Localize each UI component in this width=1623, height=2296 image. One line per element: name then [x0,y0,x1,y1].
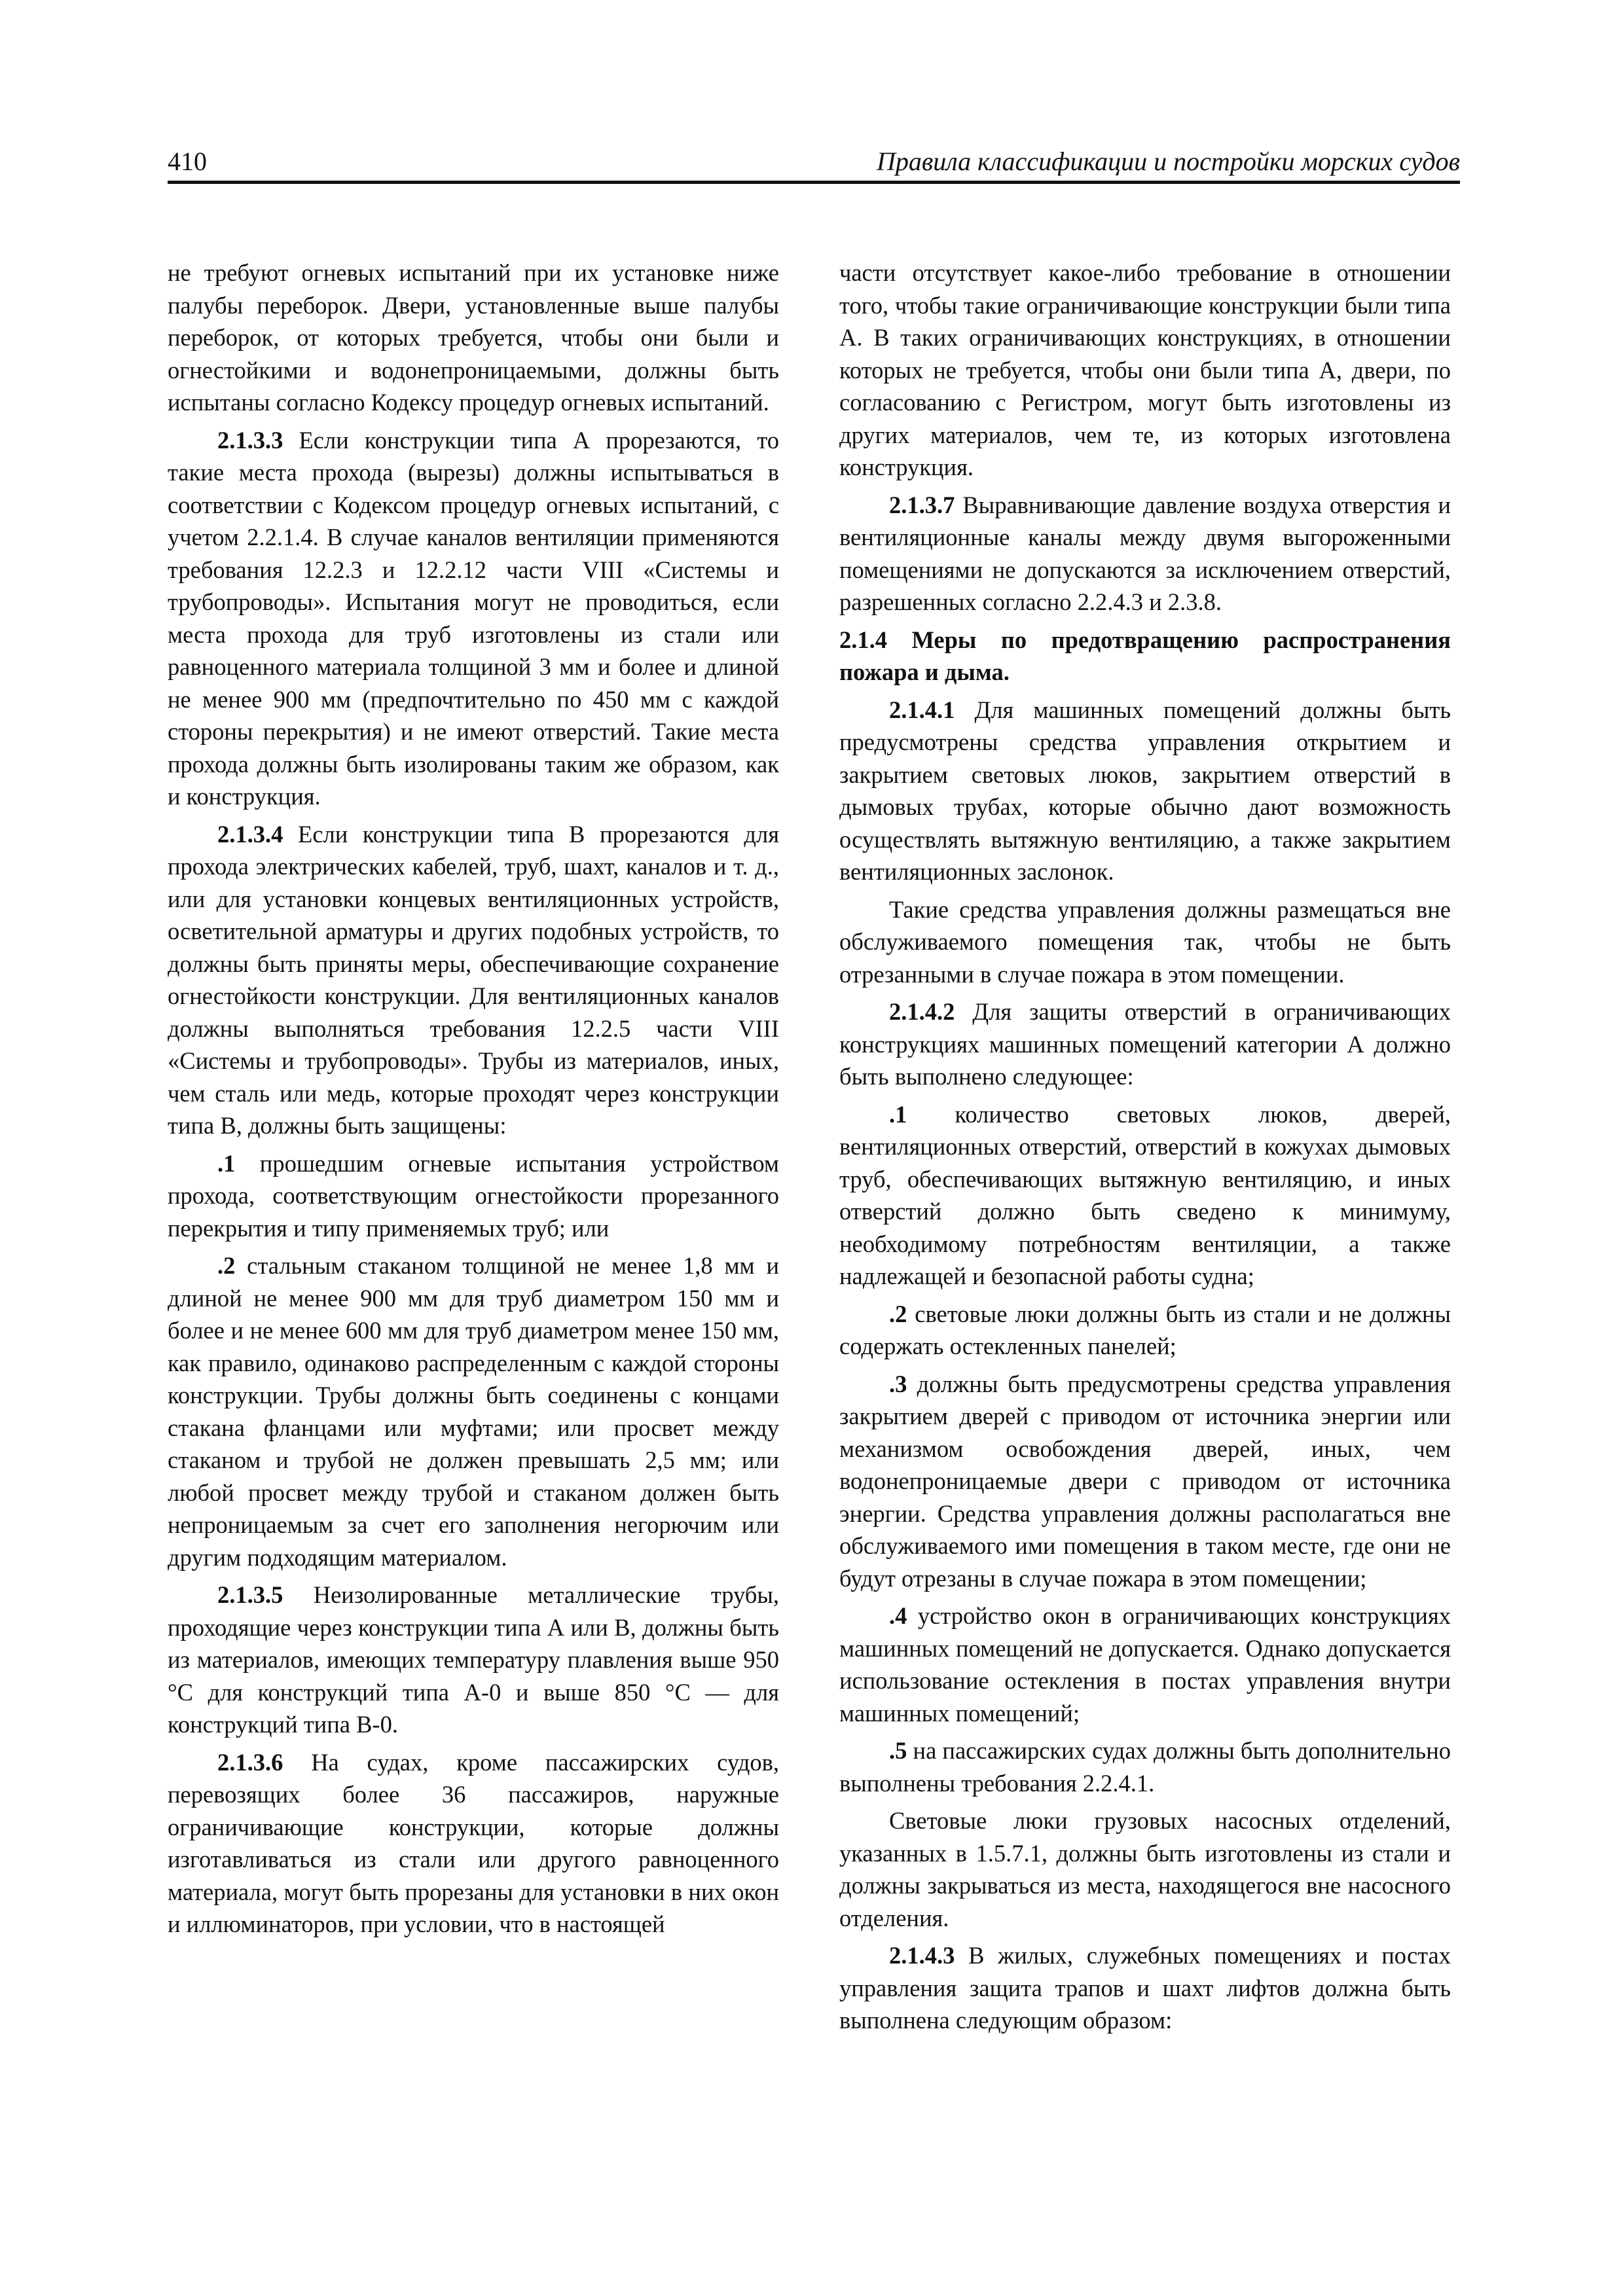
paragraph-text: Выравнивающие давление воздуха отверстия и вентиляционные каналы между двумя выгороженными помещениями не допускаются за исключением отверстий, разрешенных согласно 2.2.4.3 и 2.3.8. [839,491,1451,615]
paragraph-continuation [168,257,779,419]
paragraph-text: Для защиты отверстий в ограничивающих конструкциях машинных помещений категории А должно быть выполнено следующее: [839,998,1451,1090]
right-column [839,257,1451,2042]
section-number: 2.1.4.2 [889,998,955,1025]
paragraph-2-1-4-1 [839,694,1451,888]
list-item-3 [839,1368,1451,1595]
paragraph-text: Если конструкции типа В прорезаются для прохода электрических кабелей, труб, шахт, каналов и т. д., или для установки концевых вентиляционных устройств, осветительной арматуры и других подобных устройств, то должны быть приняты меры, обеспечивающие сохранение огнестойкости конструкции. Для вентиляционных каналов должны выполняться требования 12.2.5 части VIII «Системы и трубопроводы». Трубы из материалов, иных, чем сталь или медь, которые проходят через конструкции типа В, должны быть защищены: [168,820,779,1139]
paragraph-text: Если конструкции типа А прорезаются, то такие места прохода (вырезы) должны испытываться в соответствии с Кодексом процедур огневых испытаний, с учетом 2.2.1.4. В случае каналов вентиляции применяются требования 12.2.3 и 12.2.12 части VIII «Системы и трубопроводы». Испытания могут не проводиться, если места прохода для труб изготовлены из стали или равноценного материала толщиной 3 мм и более и длиной не менее 900 мм (предпочтительно по 450 мм с каждой стороны перекрытия) и не имеют отверстий. Такие места прохода должны быть изолированы таким же образом, как и конструкция. [168,426,779,810]
section-number: 2.1.3.7 [889,491,955,518]
paragraph-text: части отсутствует какое-либо требование в отношении того, чтобы такие ограничивающие конструкции были типа А. В таких ограничивающих конструкциях, в отношении которых не требуется, чтобы они были типа А, двери, по согласованию с Регистром, могут быть изготовлены из других материалов, чем те, из которых изготовлена конструкция. [839,259,1451,480]
list-item-1 [168,1147,779,1245]
section-number: 2.1.3.5 [217,1581,283,1608]
item-number: .1 [217,1149,236,1177]
paragraph-text-block: Световые люки грузовых насосных отделений, указанных в 1.5.7.1, должны быть изготовлены из стали и должны закрываться из места, находящегося вне насосного отделения. [839,1807,1451,1931]
section-number: 2.1.3.4 [217,820,283,848]
paragraph-continuation [839,257,1451,484]
list-item-1 [839,1098,1451,1293]
page-header [168,145,1460,184]
running-title: Правила классификации и постройки морских судов [876,147,1460,176]
paragraph-text: прошедшим огневые испытания устройством прохода, соответствующим огнестойкости прорезанного перекрытия и типу применяемых труб; или [168,1149,779,1242]
section-heading-2-1-4: 2.1.4 Меры по предотвращению распространения пожара и дыма. [839,626,1451,685]
paragraph-text: Для машинных помещений должны быть предусмотрены средства управления открытием и закрытием световых люков, закрытием отверстий в дымовых трубах, которые обычно дают возможность осуществлять вытяжную вентиляцию, а также закрытием вентиляционных заслонок. [839,696,1451,885]
list-item-2 [839,1298,1451,1363]
item-number: .1 [889,1100,907,1128]
section-number: 2.1.4.3 [889,1942,955,1969]
item-number: .3 [889,1370,907,1397]
paragraph-2-1-3-4 [168,818,779,1142]
paragraph-2-1-4-3 [839,1939,1451,2037]
paragraph-text: Неизолированные металлические трубы, проходящие через конструкции типа А или В, должны быть из материалов, имеющих температуру плавления выше 950 °С для конструкций типа А-0 и выше 850 °С — для конструкций типа В-0. [168,1581,779,1738]
paragraph-text: на пассажирских судах должны быть дополнительно выполнены требования 2.2.4.1. [839,1737,1451,1797]
item-number: .5 [889,1737,907,1764]
paragraph-text: устройство окон в ограничивающих конструкциях машинных помещений не допускается. Однако допускается использование остекления в постах управления внутри машинных помещений; [839,1602,1451,1727]
list-item-5 [839,1734,1451,1799]
paragraph-text: должны быть предусмотрены средства управления закрытием дверей с приводом от источника энергии или механизмом освобождения дверей, иных, чем водонепроницаемые двери с приводом от источника энергии. Средства управления должны располагаться вне обслуживаемого ими помещения в таком месте, где они не будут отрезаны в случае пожара в этом помещении; [839,1370,1451,1592]
item-number: .2 [889,1300,907,1327]
paragraph-2-1-3-7 [839,489,1451,619]
paragraph-text: световые люки должны быть из стали и не должны содержать остекленных панелей; [839,1300,1451,1359]
paragraph-2-1-3-5 [168,1579,779,1741]
paragraph-2-1-3-3 [168,424,779,813]
paragraph-text: В жилых, служебных помещениях и постах управления защита трапов и шахт лифтов должна быть выполнена следующим образом: [839,1942,1451,2034]
list-item-2 [168,1249,779,1573]
item-number: .2 [217,1252,236,1279]
paragraph-2-1-4-2 [839,996,1451,1093]
paragraph-text-block: Такие средства управления должны размещаться вне обслуживаемого помещения так, чтобы не быть отрезанными в случае пожара в этом помещении. [839,895,1451,988]
section-number: 2.1.3.3 [217,426,283,454]
page-number: 410 [168,147,207,176]
paragraph-text: стальным стаканом толщиной не менее 1,8 мм и длиной не менее 900 мм для труб диаметром 150 мм и более и не менее 600 мм для труб диаметром менее 150 мм, как правило, одинаково распределенным с каждой стороны конструкции. Трубы должны быть соединены с концами стакана фланцами или муфтами; или просвет между стаканом и трубой не должен превышать 2,5 мм; или любой просвет между трубой и стаканом должен быть непроницаемым за счет его заполнения негорючим или другим подходящим материалом. [168,1252,779,1571]
left-column [168,257,779,1946]
list-item-4 [839,1600,1451,1729]
section-number: 2.1.4.1 [889,696,955,723]
paragraph-text: На судах, кроме пассажирских судов, перевозящих более 36 пассажиров, наружные ограничивающие конструкции, которые должны изготавливаться из стали или другого равноценного материала, могут быть прорезаны для установки в них окон и иллюминаторов, при условии, что в настоящей [168,1748,779,1937]
section-number: 2.1.3.6 [217,1748,283,1776]
paragraph-text: количество световых люков, дверей, вентиляционных отверстий, отверстий в кожухах дымовых труб, обеспечивающих вытяжную вентиляцию, и иных отверстий должно быть сведено к минимуму, необходимому потребностям вентиляции, а также надлежащей и безопасной работы судна; [839,1100,1451,1289]
paragraph-text: не требуют огневых испытаний при их установке ниже палубы переборок. Двери, установленные выше палубы переборок, от которых требуется, чтобы они были и огнестойкими и водонепроницаемыми, должны быть испытаны согласно Кодексу процедур огневых испытаний. [168,259,779,416]
item-number: .4 [889,1602,907,1629]
paragraph-2-1-3-6 [168,1746,779,1941]
